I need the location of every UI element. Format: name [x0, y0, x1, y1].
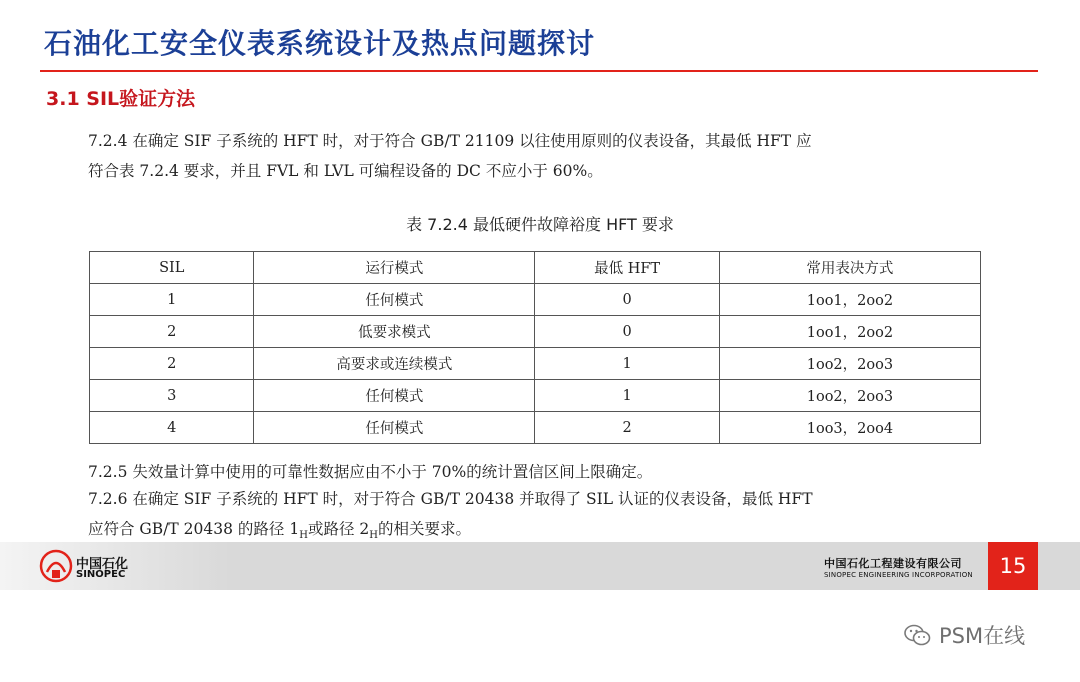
cell-sil: 2	[90, 348, 254, 380]
cell-voting: 1oo1，2oo2	[719, 316, 980, 348]
logo-text-en: SINOPEC	[76, 569, 126, 580]
cell-hft: 0	[535, 316, 719, 348]
column-header-mode: 运行模式	[254, 252, 535, 284]
table-header-row	[90, 252, 981, 284]
paragraph-line: 7.2.4 在确定 SIF 子系统的 HFT 时，对于符合 GB/T 21109 以往使用原则的仪表设备，其最低 HFT 应	[88, 132, 812, 150]
watermark	[903, 622, 1025, 648]
table-caption: 表 7.2.4 最低硬件故障裕度 HFT 要求	[406, 215, 674, 234]
paragraph-line: 7.2.5 失效量计算中使用的可靠性数据应由不小于 70%的统计置信区间上限确定。	[88, 463, 653, 481]
company-name-en: SINOPEC ENGINEERING INCORPORATION	[824, 571, 973, 579]
cell-mode: 任何模式	[254, 380, 535, 412]
cell-voting: 1oo3，2oo4	[719, 412, 980, 444]
cell-sil: 4	[90, 412, 254, 444]
table-row	[90, 412, 981, 444]
paragraph-7-2-4	[88, 126, 988, 186]
watermark-text: PSM在线	[939, 624, 1026, 648]
text-fragment: 应符合 GB/T 20438 的路径 1	[88, 520, 300, 538]
column-header-voting: 常用表决方式	[719, 252, 980, 284]
table-row	[90, 284, 981, 316]
section-heading: 3.1 SIL验证方法	[46, 88, 196, 110]
page-number: 15	[988, 542, 1038, 590]
cell-mode: 任何模式	[254, 412, 535, 444]
hft-requirements-table	[89, 251, 981, 444]
slide-title: 石油化工安全仪表系统设计及热点问题探讨	[44, 27, 596, 60]
cell-voting: 1oo1，2oo2	[719, 284, 980, 316]
table-row	[90, 380, 981, 412]
title-divider	[40, 70, 1038, 72]
cell-sil: 2	[90, 316, 254, 348]
cell-voting: 1oo2，2oo3	[719, 348, 980, 380]
table-row	[90, 316, 981, 348]
column-header-sil: SIL	[90, 252, 254, 284]
cell-hft: 1	[535, 348, 719, 380]
column-header-hft: 最低 HFT	[535, 252, 719, 284]
cell-mode: 高要求或连续模式	[254, 348, 535, 380]
cell-hft: 0	[535, 284, 719, 316]
text-fragment: 的相关要求。	[377, 520, 471, 538]
cell-hft: 2	[535, 412, 719, 444]
paragraph-line: 符合表 7.2.4 要求，并且 FVL 和 LVL 可编程设备的 DC 不应小于 60%。	[88, 162, 603, 180]
cell-mode: 任何模式	[254, 284, 535, 316]
sinopec-logo-icon	[38, 548, 74, 584]
logo-text-cn: 中国石化	[76, 557, 129, 572]
paragraph-7-2-5	[88, 457, 988, 487]
cell-voting: 1oo2，2oo3	[719, 380, 980, 412]
cell-sil: 1	[90, 284, 254, 316]
paragraph-line: 7.2.6 在确定 SIF 子系统的 HFT 时，对于符合 GB/T 20438 并取得了 SIL 认证的仪表设备，最低 HFT	[88, 490, 813, 508]
subscript: H	[369, 530, 378, 542]
cell-mode: 低要求模式	[254, 316, 535, 348]
cell-sil: 3	[90, 380, 254, 412]
table-row	[90, 348, 981, 380]
text-fragment: 或路径 2	[307, 520, 370, 538]
subscript: H	[299, 530, 308, 542]
cell-hft: 1	[535, 380, 719, 412]
wechat-icon	[903, 623, 931, 647]
company-name-cn: 中国石化工程建设有限公司	[824, 557, 962, 570]
